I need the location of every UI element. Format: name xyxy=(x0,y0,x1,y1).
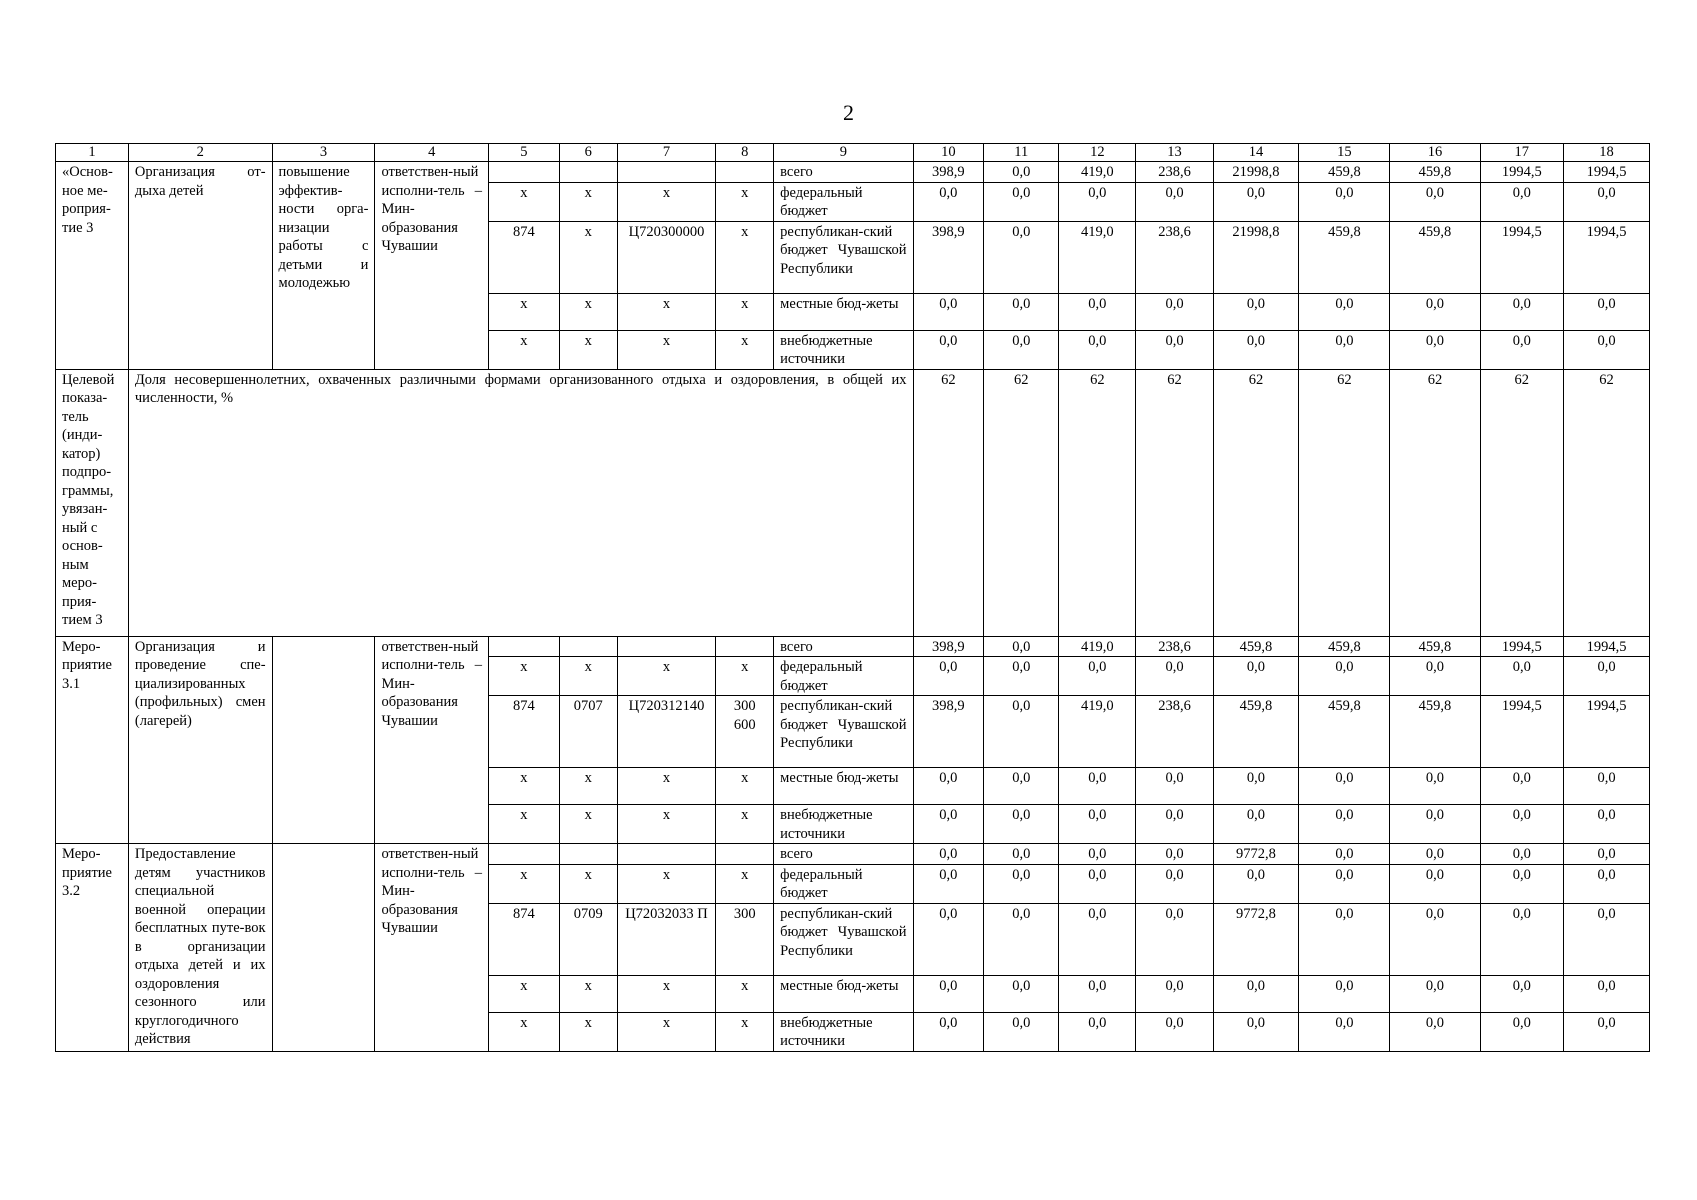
budget-code xyxy=(716,636,774,657)
budget-code: х xyxy=(716,657,774,696)
amount-value: 0,0 xyxy=(1136,844,1213,865)
amount-value: 0,0 xyxy=(1299,975,1390,1012)
budget-code: х xyxy=(489,293,560,330)
column-header: 7 xyxy=(617,144,716,162)
amount-value: 0,0 xyxy=(1390,975,1480,1012)
responsible-executor: ответствен-ный исполни-тель – Мин-образования Чувашии xyxy=(375,636,489,844)
amount-value: 0,0 xyxy=(1390,903,1480,975)
budget-code: 0707 xyxy=(559,696,617,768)
amount-value: 0,0 xyxy=(1480,768,1564,805)
measure-goal xyxy=(272,844,375,1052)
budget-code xyxy=(716,844,774,865)
amount-value: 398,9 xyxy=(913,696,984,768)
amount-value: 0,0 xyxy=(1136,903,1213,975)
amount-value: 0,0 xyxy=(1299,657,1390,696)
amount-value: 0,0 xyxy=(1564,657,1650,696)
amount-value: 419,0 xyxy=(1059,696,1136,768)
funding-source: всего xyxy=(774,636,913,657)
budget-code: х xyxy=(559,330,617,369)
amount-value: 1994,5 xyxy=(1564,162,1650,183)
amount-value: 0,0 xyxy=(913,330,984,369)
amount-value: 459,8 xyxy=(1390,636,1480,657)
measure-goal xyxy=(272,636,375,844)
column-header: 13 xyxy=(1136,144,1213,162)
measure-label: Меро-приятие 3.2 xyxy=(56,844,129,1052)
table-row xyxy=(56,844,1650,865)
amount-value: 0,0 xyxy=(1564,330,1650,369)
budget-code: 300 600 xyxy=(716,696,774,768)
amount-value: 0,0 xyxy=(1136,293,1213,330)
amount-value: 1994,5 xyxy=(1480,221,1564,293)
column-header: 16 xyxy=(1390,144,1480,162)
funding-source: республикан-ский бюджет Чувашской Республики xyxy=(774,696,913,768)
table-row xyxy=(56,636,1650,657)
amount-value: 0,0 xyxy=(1564,903,1650,975)
amount-value: 0,0 xyxy=(1480,975,1564,1012)
amount-value: 0,0 xyxy=(1299,768,1390,805)
amount-value: 0,0 xyxy=(1390,657,1480,696)
amount-value: 0,0 xyxy=(984,293,1059,330)
amount-value: 0,0 xyxy=(1390,805,1480,844)
amount-value: 0,0 xyxy=(1564,182,1650,221)
funding-source: республикан-ский бюджет Чувашской Республики xyxy=(774,903,913,975)
column-header: 14 xyxy=(1213,144,1299,162)
budget-code: х xyxy=(559,1012,617,1051)
budget-code: х xyxy=(617,330,716,369)
column-header: 4 xyxy=(375,144,489,162)
indicator-value: 62 xyxy=(1480,369,1564,636)
amount-value: 0,0 xyxy=(1213,657,1299,696)
amount-value: 0,0 xyxy=(1213,182,1299,221)
budget-code: х xyxy=(559,293,617,330)
budget-code: 874 xyxy=(489,221,560,293)
amount-value: 1994,5 xyxy=(1564,636,1650,657)
amount-value: 0,0 xyxy=(913,1012,984,1051)
amount-value: 1994,5 xyxy=(1480,162,1564,183)
budget-code xyxy=(716,162,774,183)
amount-value: 0,0 xyxy=(1564,844,1650,865)
budget-code: х xyxy=(617,864,716,903)
amount-value: 21998,8 xyxy=(1213,162,1299,183)
funding-source: местные бюд-жеты xyxy=(774,975,913,1012)
budget-code: х xyxy=(617,182,716,221)
amount-value: 0,0 xyxy=(1136,1012,1213,1051)
column-header: 11 xyxy=(984,144,1059,162)
amount-value: 0,0 xyxy=(1299,864,1390,903)
amount-value: 0,0 xyxy=(984,768,1059,805)
amount-value: 0,0 xyxy=(1136,975,1213,1012)
amount-value: 0,0 xyxy=(1390,864,1480,903)
amount-value: 0,0 xyxy=(1480,903,1564,975)
budget-code: х xyxy=(617,768,716,805)
funding-source: местные бюд-жеты xyxy=(774,293,913,330)
amount-value: 0,0 xyxy=(984,903,1059,975)
amount-value: 0,0 xyxy=(1136,182,1213,221)
amount-value: 0,0 xyxy=(1480,805,1564,844)
column-header: 3 xyxy=(272,144,375,162)
column-header: 10 xyxy=(913,144,984,162)
amount-value: 398,9 xyxy=(913,636,984,657)
column-header: 17 xyxy=(1480,144,1564,162)
funding-source: внебюджетные источники xyxy=(774,1012,913,1051)
amount-value: 238,6 xyxy=(1136,221,1213,293)
amount-value: 0,0 xyxy=(1136,657,1213,696)
amount-value: 0,0 xyxy=(1059,768,1136,805)
amount-value: 0,0 xyxy=(1059,805,1136,844)
funding-source: всего xyxy=(774,844,913,865)
amount-value: 0,0 xyxy=(1059,844,1136,865)
amount-value: 0,0 xyxy=(1059,1012,1136,1051)
indicator-value: 62 xyxy=(1564,369,1650,636)
budget-code xyxy=(559,844,617,865)
column-header: 2 xyxy=(128,144,272,162)
budget-code: 874 xyxy=(489,696,560,768)
budget-code: х xyxy=(489,182,560,221)
amount-value: 459,8 xyxy=(1213,636,1299,657)
indicator-value: 62 xyxy=(1136,369,1213,636)
amount-value: 0,0 xyxy=(984,221,1059,293)
budget-code: х xyxy=(559,768,617,805)
budget-code: х xyxy=(489,805,560,844)
amount-value: 0,0 xyxy=(1480,657,1564,696)
budget-code: х xyxy=(559,221,617,293)
amount-value: 0,0 xyxy=(1480,864,1564,903)
amount-value: 238,6 xyxy=(1136,162,1213,183)
amount-value: 0,0 xyxy=(1213,975,1299,1012)
indicator-value: 62 xyxy=(1299,369,1390,636)
budget-code: 300 xyxy=(716,903,774,975)
amount-value: 0,0 xyxy=(984,182,1059,221)
amount-value: 0,0 xyxy=(1480,330,1564,369)
measure-label: Меро-приятие 3.1 xyxy=(56,636,129,844)
amount-value: 0,0 xyxy=(1136,768,1213,805)
indicator-value: 62 xyxy=(984,369,1059,636)
funding-source: внебюджетные источники xyxy=(774,805,913,844)
funding-source: всего xyxy=(774,162,913,183)
amount-value: 0,0 xyxy=(913,975,984,1012)
amount-value: 0,0 xyxy=(913,844,984,865)
amount-value: 459,8 xyxy=(1390,696,1480,768)
budget-code: х xyxy=(716,805,774,844)
amount-value: 0,0 xyxy=(1299,903,1390,975)
amount-value: 0,0 xyxy=(984,805,1059,844)
column-header: 12 xyxy=(1059,144,1136,162)
budget-code: х xyxy=(716,221,774,293)
amount-value: 0,0 xyxy=(1299,330,1390,369)
column-header: 5 xyxy=(489,144,560,162)
amount-value: 0,0 xyxy=(1136,805,1213,844)
amount-value: 0,0 xyxy=(1390,330,1480,369)
amount-value: 459,8 xyxy=(1213,696,1299,768)
amount-value: 0,0 xyxy=(1059,293,1136,330)
amount-value: 0,0 xyxy=(984,1012,1059,1051)
amount-value: 0,0 xyxy=(913,768,984,805)
budget-code xyxy=(617,162,716,183)
amount-value: 0,0 xyxy=(984,864,1059,903)
amount-value: 1994,5 xyxy=(1564,696,1650,768)
amount-value: 459,8 xyxy=(1390,162,1480,183)
indicator-value: 62 xyxy=(913,369,984,636)
amount-value: 0,0 xyxy=(1136,864,1213,903)
amount-value: 0,0 xyxy=(984,162,1059,183)
indicator-value: 62 xyxy=(1059,369,1136,636)
budget-code: х xyxy=(617,805,716,844)
amount-value: 21998,8 xyxy=(1213,221,1299,293)
budget-code: х xyxy=(559,182,617,221)
amount-value: 0,0 xyxy=(1213,768,1299,805)
indicator-row xyxy=(56,369,1650,636)
funding-source: местные бюд-жеты xyxy=(774,768,913,805)
amount-value: 0,0 xyxy=(1059,975,1136,1012)
amount-value: 419,0 xyxy=(1059,636,1136,657)
amount-value: 0,0 xyxy=(1480,1012,1564,1051)
amount-value: 0,0 xyxy=(1213,864,1299,903)
budget-code: х xyxy=(489,657,560,696)
amount-value: 238,6 xyxy=(1136,696,1213,768)
amount-value: 0,0 xyxy=(1213,1012,1299,1051)
amount-value: 0,0 xyxy=(1390,1012,1480,1051)
measure-name: Организация от-дыха детей xyxy=(128,162,272,370)
amount-value: 0,0 xyxy=(913,864,984,903)
amount-value: 0,0 xyxy=(1564,805,1650,844)
budget-code xyxy=(617,636,716,657)
budget-code: х xyxy=(489,864,560,903)
amount-value: 0,0 xyxy=(984,657,1059,696)
amount-value: 0,0 xyxy=(1213,330,1299,369)
table-body xyxy=(56,144,1650,1052)
amount-value: 1994,5 xyxy=(1480,636,1564,657)
budget-code: х xyxy=(559,657,617,696)
budget-code: Ц720312140 xyxy=(617,696,716,768)
amount-value: 1994,5 xyxy=(1480,696,1564,768)
budget-code: Ц72032033 П xyxy=(617,903,716,975)
budget-code xyxy=(489,636,560,657)
amount-value: 459,8 xyxy=(1299,696,1390,768)
amount-value: 238,6 xyxy=(1136,636,1213,657)
measure-label: «Основ-ное ме-роприя-тие 3 xyxy=(56,162,129,370)
amount-value: 419,0 xyxy=(1059,162,1136,183)
measure-name: Организация и проведение спе-циализированных (профильных) смен (лагерей) xyxy=(128,636,272,844)
amount-value: 459,8 xyxy=(1299,221,1390,293)
amount-value: 0,0 xyxy=(1564,768,1650,805)
funding-source: федеральный бюджет xyxy=(774,864,913,903)
amount-value: 0,0 xyxy=(913,903,984,975)
column-header: 18 xyxy=(1564,144,1650,162)
amount-value: 9772,8 xyxy=(1213,844,1299,865)
amount-value: 0,0 xyxy=(1480,844,1564,865)
budget-code xyxy=(617,844,716,865)
budget-code: х xyxy=(617,657,716,696)
amount-value: 0,0 xyxy=(1390,182,1480,221)
responsible-executor: ответствен-ный исполни-тель – Мин-образования Чувашии xyxy=(375,844,489,1052)
budget-code: х xyxy=(559,975,617,1012)
budget-code: х xyxy=(617,1012,716,1051)
amount-value: 0,0 xyxy=(913,182,984,221)
amount-value: 0,0 xyxy=(1564,1012,1650,1051)
responsible-executor: ответствен-ный исполни-тель – Мин-образования Чувашии xyxy=(375,162,489,370)
amount-value: 0,0 xyxy=(1136,330,1213,369)
amount-value: 0,0 xyxy=(1299,805,1390,844)
budget-table xyxy=(55,143,1650,1052)
budget-code: х xyxy=(716,182,774,221)
amount-value: 0,0 xyxy=(1564,975,1650,1012)
amount-value: 459,8 xyxy=(1299,636,1390,657)
amount-value: 0,0 xyxy=(984,975,1059,1012)
budget-code: х xyxy=(716,330,774,369)
amount-value: 419,0 xyxy=(1059,221,1136,293)
budget-code xyxy=(489,844,560,865)
amount-value: 0,0 xyxy=(1299,1012,1390,1051)
amount-value: 0,0 xyxy=(1564,864,1650,903)
indicator-text: Доля несовершеннолетних, охваченных различными формами организованного отдыха и оздоровления, в общей их численности, % xyxy=(128,369,913,636)
funding-source: республикан-ский бюджет Чувашской Республики xyxy=(774,221,913,293)
amount-value: 0,0 xyxy=(1059,657,1136,696)
budget-code: х xyxy=(716,768,774,805)
measure-goal: повышение эффектив-ности орга-низации работы с детьми и молодежью xyxy=(272,162,375,370)
amount-value: 0,0 xyxy=(1480,293,1564,330)
amount-value: 0,0 xyxy=(1213,805,1299,844)
amount-value: 9772,8 xyxy=(1213,903,1299,975)
amount-value: 0,0 xyxy=(984,696,1059,768)
column-header: 9 xyxy=(774,144,913,162)
budget-code: х xyxy=(559,864,617,903)
amount-value: 0,0 xyxy=(984,844,1059,865)
budget-code: х xyxy=(617,975,716,1012)
budget-code xyxy=(559,162,617,183)
budget-code: х xyxy=(716,1012,774,1051)
budget-code: х xyxy=(716,864,774,903)
budget-code xyxy=(489,162,560,183)
funding-source: федеральный бюджет xyxy=(774,657,913,696)
budget-code: х xyxy=(489,1012,560,1051)
indicator-label: Целевой показа-тель (инди-катор) подпро-граммы, увязан-ный с основ-ным меро-прия-тием 3 xyxy=(56,369,129,636)
funding-source: федеральный бюджет xyxy=(774,182,913,221)
budget-code: х xyxy=(716,293,774,330)
column-header: 1 xyxy=(56,144,129,162)
budget-code: х xyxy=(716,975,774,1012)
amount-value: 0,0 xyxy=(1059,864,1136,903)
amount-value: 0,0 xyxy=(984,330,1059,369)
amount-value: 0,0 xyxy=(1390,293,1480,330)
budget-code: х xyxy=(559,805,617,844)
amount-value: 0,0 xyxy=(1059,903,1136,975)
budget-code: х xyxy=(489,768,560,805)
amount-value: 0,0 xyxy=(1299,182,1390,221)
amount-value: 0,0 xyxy=(1390,844,1480,865)
amount-value: 0,0 xyxy=(984,636,1059,657)
header-row xyxy=(56,144,1650,162)
budget-code: х xyxy=(489,330,560,369)
amount-value: 0,0 xyxy=(913,805,984,844)
budget-code: х xyxy=(617,293,716,330)
amount-value: 0,0 xyxy=(1564,293,1650,330)
amount-value: 0,0 xyxy=(1299,844,1390,865)
budget-code: 0709 xyxy=(559,903,617,975)
amount-value: 1994,5 xyxy=(1564,221,1650,293)
amount-value: 0,0 xyxy=(913,293,984,330)
budget-code: х xyxy=(489,975,560,1012)
measure-name: Предоставление детям участников специальной военной операции бесплатных путе-вок в организации отдыха детей и их оздоровления сезонного или круглогодичного действия xyxy=(128,844,272,1052)
table-row xyxy=(56,162,1650,183)
indicator-value: 62 xyxy=(1213,369,1299,636)
column-header: 8 xyxy=(716,144,774,162)
amount-value: 0,0 xyxy=(913,657,984,696)
amount-value: 0,0 xyxy=(1059,182,1136,221)
column-header: 15 xyxy=(1299,144,1390,162)
budget-code: Ц720300000 xyxy=(617,221,716,293)
funding-source: внебюджетные источники xyxy=(774,330,913,369)
amount-value: 0,0 xyxy=(1480,182,1564,221)
amount-value: 459,8 xyxy=(1299,162,1390,183)
amount-value: 0,0 xyxy=(1390,768,1480,805)
indicator-value: 62 xyxy=(1390,369,1480,636)
budget-code xyxy=(559,636,617,657)
column-header: 6 xyxy=(559,144,617,162)
amount-value: 398,9 xyxy=(913,221,984,293)
amount-value: 398,9 xyxy=(913,162,984,183)
amount-value: 0,0 xyxy=(1299,293,1390,330)
page-number: 2 xyxy=(843,100,854,125)
amount-value: 0,0 xyxy=(1213,293,1299,330)
amount-value: 0,0 xyxy=(1059,330,1136,369)
amount-value: 459,8 xyxy=(1390,221,1480,293)
budget-code: 874 xyxy=(489,903,560,975)
